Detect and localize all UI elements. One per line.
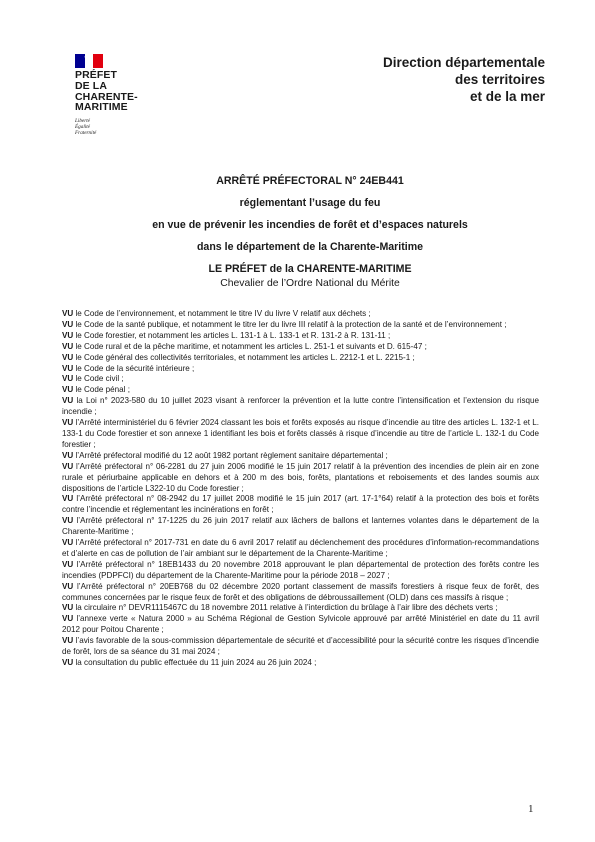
vu-text: l’Arrêté préfectoral n° 06-2281 du 27 juin 2006 modifié le 15 juin 2017 relatif à la prévention des incendies de plein air en zone rurale et périurbaine applicable en dehors et à 200 m des bois, forêts, plantations et reboisements et des landes soumis aux dispositions de l’article L322-10 du Code forestier ; — [62, 461, 540, 493]
prefet-name-line: PRÉFET — [75, 69, 118, 81]
vu-item — [62, 614, 539, 636]
vu-keyword: VU — [62, 494, 74, 504]
vu-text: la Loi n° 2023-580 du 10 juillet 2023 visant à renforcer la prévention et la lutte contre l’intensification et l’extension du risque incendie ; — [62, 396, 540, 417]
vu-text: l’Arrêté préfectoral n° 2017-731 en date du 6 avril 2017 relatif au déclenchement des procédures d’information-recommandations et d’alerte en cas de pollution de l’air ambiant sur le département de la Charente-Maritime ; — [62, 538, 539, 558]
vu-keyword: VU — [62, 309, 74, 318]
vu-text: l’avis favorable de la sous-commission départementale de sécurité et d’accessibilité pour la sécurité contre les risques d’incendie de forêt, lors de sa séance du 31 mai 2024 ; — [62, 636, 540, 657]
decree-title — [80, 170, 540, 258]
decree-subject: réglementant l’usage du feu — [239, 197, 381, 209]
vu-text: la circulaire n° DEVR1115467C du 18 novembre 2011 relative à l’interdiction du brûlage à l’air libre des déchets verts ; — [75, 603, 498, 613]
vu-text: l’annexe verte « Natura 2000 » au Schéma Régional de Gestion Sylvicole approuvé par arrêté Ministériel en date du 11 avril 2012 pour Poitou Charente ; — [62, 614, 539, 635]
decree-scope: dans le département de la Charente-Maritime — [196, 241, 424, 253]
flag-graphic — [75, 54, 103, 68]
vu-item — [62, 462, 539, 495]
service-line: et de la mer — [469, 89, 545, 104]
service-line: Direction départementale — [382, 55, 545, 70]
vu-list — [62, 309, 539, 669]
vu-text: le Code général des collectivités territoriales, et notamment les articles L. 2212-1 et L. 2215-1 ; — [75, 352, 415, 362]
vu-text: l’Arrêté interministériel du 6 février 2024 classant les bois et forêts exposés au risque d’incendie au titre des articles L. 132-1 et L. 133-1 du Code forestier et son annexe 1 identifiant les bois et forêts classés à risque d’incendie au titre de l’article L. 132-1 du Code forestier ; — [62, 418, 540, 449]
prefet-title: LE PRÉFET de la CHARENTE-MARITIME — [208, 263, 412, 275]
vu-item — [62, 364, 539, 375]
vu-item — [62, 582, 539, 604]
vu-keyword: VU — [62, 396, 74, 406]
prefet-distinction: Chevalier de l’Ordre National du Mérite — [220, 278, 400, 289]
decree-purpose: en vue de prévenir les incendies de forêt et d’espaces naturels — [152, 219, 468, 231]
republic-motto — [75, 118, 96, 136]
vu-keyword: VU — [62, 330, 74, 340]
vu-keyword: VU — [62, 581, 74, 591]
vu-keyword: VU — [62, 341, 74, 351]
vu-text: l’Arrêté préfectoral n° 17-1225 du 26 juin 2017 relatif aux lâchers de ballons et lanternes volantes dans le département de la Charente-Maritime ; — [62, 516, 539, 537]
vu-keyword: VU — [62, 352, 74, 362]
motto-line: Fraternité — [75, 130, 97, 136]
vu-item — [62, 353, 539, 364]
prefet-name-line: DE LA — [75, 79, 107, 92]
vu-keyword: VU — [62, 461, 74, 471]
vu-item — [62, 320, 539, 331]
vu-keyword: VU — [62, 636, 74, 646]
vu-text: l’Arrêté préfectoral n° 18EB1433 du 20 novembre 2018 approuvant le plan départemental de protection des forêts contre les incendies (PDPFCI) du département de la Charente-Maritime pour la période 2018 – 2027 ; — [62, 559, 539, 580]
vu-keyword: VU — [62, 450, 74, 460]
prefet-heading — [80, 262, 540, 290]
prefet-name-line: CHARENTE- — [75, 90, 138, 103]
vu-item — [62, 309, 539, 320]
vu-item — [62, 451, 539, 462]
vu-keyword: VU — [62, 319, 74, 329]
vu-item — [62, 374, 539, 385]
vu-keyword: VU — [62, 363, 74, 373]
prefet-name — [75, 70, 138, 113]
service-line: des territoires — [454, 72, 545, 87]
vu-text: le Code de l’environnement, et notamment le titre IV du livre V relatif aux déchets ; — [75, 309, 371, 318]
vu-keyword: VU — [62, 614, 74, 624]
vu-text: le Code forestier, et notamment les articles L. 131-1 à L. 133-1 et R. 131-2 à R. 131-11 ; — [75, 330, 391, 340]
vu-text: la consultation du public effectuée du 11 juin 2024 au 26 juin 2024 ; — [75, 658, 317, 667]
vu-keyword: VU — [62, 385, 74, 395]
vu-keyword: VU — [62, 538, 74, 548]
vu-text: l’Arrêté préfectoral n° 08-2942 du 17 juillet 2008 modifié le 15 juin 2017 (art. 17-1°64) relatif à la protection des bois et forêts contre l’incendie et réglementant les incinérations en forêt ; — [62, 494, 539, 515]
vu-text: le Code pénal ; — [75, 385, 130, 395]
vu-item — [62, 636, 539, 658]
vu-item — [62, 342, 539, 353]
motto-line: Liberté — [75, 118, 90, 124]
vu-text: le Code civil ; — [75, 374, 124, 384]
vu-keyword: VU — [62, 516, 74, 526]
page-number: 1 — [528, 803, 534, 815]
marianne-flag-icon — [75, 54, 103, 68]
prefet-name-line: MARITIME — [75, 101, 128, 114]
vu-item — [62, 331, 539, 342]
vu-keyword: VU — [62, 559, 74, 569]
vu-item — [62, 396, 539, 418]
vu-item — [62, 494, 539, 516]
motto-line: Égalité — [75, 124, 90, 130]
vu-item — [62, 658, 539, 669]
vu-text: le Code rural et de la pêche maritime, et notamment les articles L. 251-1 et suivants et D. 615-47 ; — [75, 341, 427, 351]
decree-number: ARRÊTÉ PRÉFECTORAL N° 24EB441 — [216, 175, 404, 187]
vu-keyword: VU — [62, 603, 74, 613]
vu-item — [62, 538, 539, 560]
vu-item — [62, 560, 539, 582]
vu-text: l’Arrêté préfectoral n° 20EB768 du 02 décembre 2020 portant classement de massifs forestiers à risque feux de forêt, des communes concernées par le risque feux de forêt et des obligations de débroussaillement (OLD) dans ces massifs à risque ; — [62, 581, 539, 602]
vu-item — [62, 418, 539, 451]
vu-text: l’Arrêté préfectoral modifié du 12 août 1982 portant règlement sanitaire départemental ; — [75, 450, 388, 460]
vu-item — [62, 516, 539, 538]
vu-keyword: VU — [62, 418, 74, 428]
vu-item — [62, 603, 539, 614]
vu-item — [62, 385, 539, 396]
service-name — [383, 54, 545, 105]
vu-keyword: VU — [62, 658, 74, 667]
vu-text: le Code de la sécurité intérieure ; — [75, 363, 195, 373]
vu-keyword: VU — [62, 374, 74, 384]
vu-text: le Code de la santé publique, et notamment le titre Ier du livre III relatif à la protection de la santé et de l’environnement ; — [75, 319, 507, 329]
